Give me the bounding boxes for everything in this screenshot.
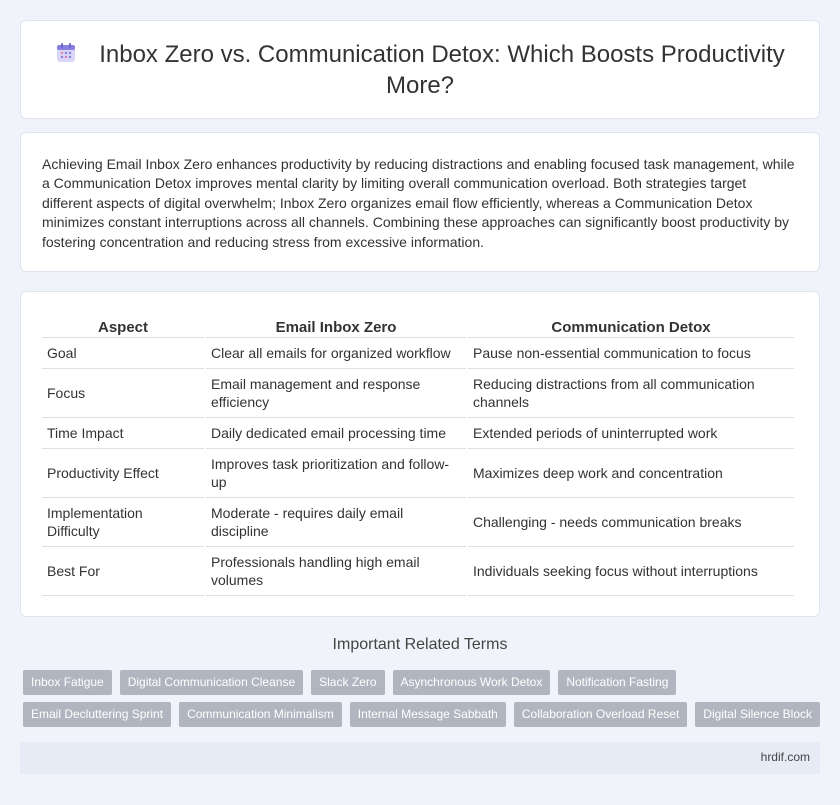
- table-cell: Goal: [42, 338, 204, 369]
- tag-notification-fasting[interactable]: Notification Fasting: [558, 670, 676, 695]
- table-header-row: [42, 314, 794, 338]
- tag-internal-message-sabbath[interactable]: Internal Message Sabbath: [350, 702, 506, 727]
- summary-card: [20, 132, 820, 272]
- table-row: [42, 498, 794, 547]
- related-terms-heading: Important Related Terms: [332, 636, 508, 653]
- table-row: [42, 418, 794, 449]
- summary-paragraph: Achieving Email Inbox Zero enhances productivity by reducing distractions and enabling focused task management, while a Communication Detox improves mental clarity by limiting overall communication overload. Both strategies target different aspects of digital overwhelm; Inbox Zero organizes email flow efficiently, whereas a Communication Detox minimizes constant interruptions across all channels. Combining these approaches can significantly boost productivity by fostering concentration and reducing stress from excessive information.: [42, 156, 795, 250]
- table-row: [42, 338, 794, 369]
- table-cell: Productivity Effect: [42, 449, 204, 498]
- table-cell: Daily dedicated email processing time: [206, 418, 466, 449]
- table-row: [42, 547, 794, 596]
- footer-site-link[interactable]: hrdif.com: [760, 750, 810, 764]
- footer-bar: [20, 742, 820, 774]
- tag-digital-communication-cleanse[interactable]: Digital Communication Cleanse: [120, 670, 303, 695]
- tag-collaboration-overload-reset[interactable]: Collaboration Overload Reset: [514, 702, 687, 727]
- header-aspect: Aspect: [42, 314, 204, 338]
- table-cell: Pause non-essential communication to focus: [468, 338, 794, 369]
- table-cell: Best For: [42, 547, 204, 596]
- table-cell: Individuals seeking focus without interruptions: [468, 547, 794, 596]
- table-cell: Time Impact: [42, 418, 204, 449]
- table-row: [42, 369, 794, 418]
- tag-digital-silence-block[interactable]: Digital Silence Block: [695, 702, 820, 727]
- page-title: [51, 39, 789, 101]
- tag-slack-zero[interactable]: Slack Zero: [311, 670, 384, 695]
- table-row: [42, 449, 794, 498]
- table-cell: Extended periods of uninterrupted work: [468, 418, 794, 449]
- related-tags-row-1: [23, 670, 676, 695]
- table-cell: Professionals handling high email volumes: [206, 547, 466, 596]
- comparison-table: [40, 314, 796, 596]
- table-cell: Maximizes deep work and concentration: [468, 449, 794, 498]
- table-cell: Moderate - requires daily email discipline: [206, 498, 466, 547]
- page-title-text: Inbox Zero vs. Communication Detox: Which Boosts Productivity More?: [99, 40, 785, 99]
- table-cell: Focus: [42, 369, 204, 418]
- title-card: [20, 20, 820, 119]
- calendar-icon: [55, 42, 77, 64]
- tag-asynchronous-work-detox[interactable]: Asynchronous Work Detox: [393, 670, 551, 695]
- table-cell: Challenging - needs communication breaks: [468, 498, 794, 547]
- table-cell: Reducing distractions from all communication channels: [468, 369, 794, 418]
- tag-email-decluttering-sprint[interactable]: Email Decluttering Sprint: [23, 702, 171, 727]
- table-cell: Clear all emails for organized workflow: [206, 338, 466, 369]
- header-communication-detox: Communication Detox: [468, 314, 794, 338]
- table-cell: Email management and response efficiency: [206, 369, 466, 418]
- tag-inbox-fatigue[interactable]: Inbox Fatigue: [23, 670, 112, 695]
- comparison-table-card: [20, 291, 820, 617]
- table-cell: Implementation Difficulty: [42, 498, 204, 547]
- header-inbox-zero: Email Inbox Zero: [206, 314, 466, 338]
- table-cell: Improves task prioritization and follow-up: [206, 449, 466, 498]
- related-tags-row-2: [23, 702, 820, 727]
- tag-communication-minimalism[interactable]: Communication Minimalism: [179, 702, 342, 727]
